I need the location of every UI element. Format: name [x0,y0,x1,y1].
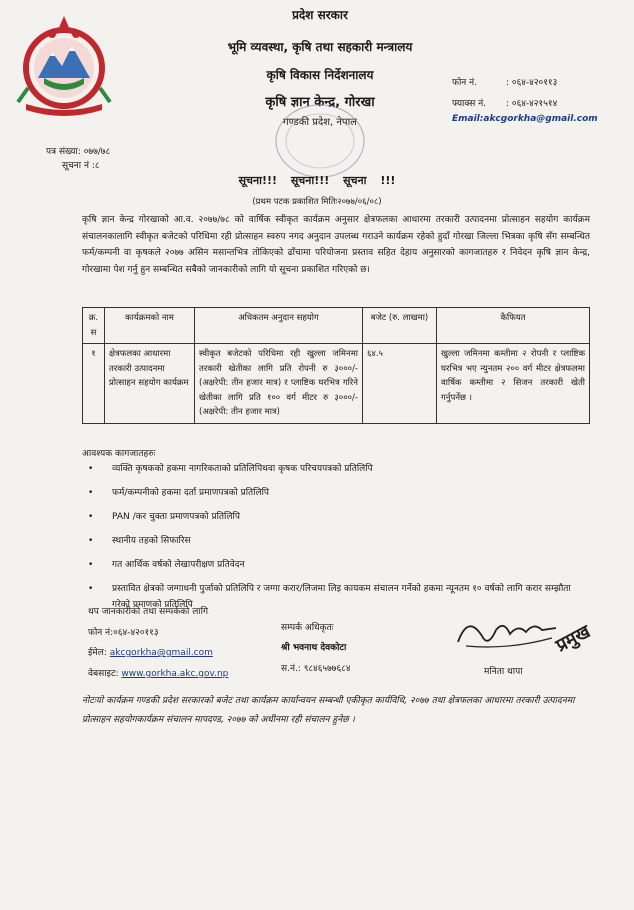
fax-value: : ०६४-४२१५१४ [506,99,558,109]
fax-label: फ्याक्स नं. [452,99,487,109]
bullet-icon: • [88,536,94,546]
bullet-icon: • [88,584,94,594]
notice-body: कृषि ज्ञान केन्द्र गोरखाको आ.व. २०७७/७८ को वार्षिक स्वीकृत कार्यक्रम अनुसार क्षेत्रफलका आधारमा तरकारी उत्पादनमा प्रोत्साहन सहयोग कार्यक्रम संचालनकालागि स्वीकृत बजेटको परिधिमा रही प्रोत्साहन स्वरुप नगद अनुदान उपलब्ध गराउने कार्यक्रम रहेको हुदाँ गोरखा जिल्ला भित्रका कृषि सँग सम्बन्धित फर्म/कम्पनी वा कृषकले २०७७ असिन मसान्तभित्र तोकिएको ढाँचामा परियोजना प्रस्ताव सहित देहाय अनुसारको कागजातहरु र निवेदन कृषि ज्ञान केन्द्र, गोरखामा पेश गर्नु हुन सम्बन्धित सबैको जानकारीको लागि यो सूचना प्रकाशित गरिएको छ। [82,215,590,275]
header-budget: बजेट (रु. लाखमा) [363,308,437,344]
first-published-date: (प्रथम पटक प्रकाशित मितिः२०७७/०६/०८) [252,197,382,207]
signatory-name: मनिता थापा [484,667,523,677]
doc-text: प्रस्तावित क्षेत्रको जग्गाधनी पुर्जाको प्रतिलिपि र जग्गा करार/लिजमा लिइ कायकम संचालन गर्नेको हकमा न्यूनतम १० वर्षको लागि करार सम्झौता गरेको प्रमाणको प्रतिलिपि [112,584,571,610]
list-item [86,534,586,550]
required-docs-list [86,462,586,622]
more-info-heading: थप जानकारीको तथा सम्पर्कको लागि [88,607,209,617]
website-label: वेबसाइट: [88,669,122,679]
bullet-icon: • [88,464,94,474]
cell-program: क्षेत्रफलका आधारमा तरकारी उत्पादनमा प्रोत्साहन सहयोग कार्यक्रम [105,344,195,424]
office-stamp-icon [272,100,368,182]
list-item [86,462,586,478]
bullet-icon: • [88,488,94,498]
header-program: कार्यक्रमको नाम [105,308,195,344]
signature-icon [448,606,594,668]
footer-note: नोटःयो कार्यक्रम गण्डकी प्रदेश सरकारको बजेट तथा कार्यक्रम कार्यान्वयन सम्बन्धी एकीकृत कार्यविधि, २०७७ तथा क्षेत्रफलका आधारमा तरकारी उत्पादनमा प्रोत्साहन सहयोगकार्यक्रम संचालन मापदण्ड, २०७७ को अधीनमा रही संचालन हुनेछ । [82,696,575,725]
cell-max-grant: स्वीकृत बजेटको परिधिमा रही खुल्ला जमिनमा तरकारी खेतीका लागि प्रति रोपनी रु ३०००/-(अक्षरेपी: तीन हजार मात्र) र प्लाष्टिक घरभित्र गरिने खेतीका लागि प्रति १०० वर्ग मीटर रु ३०००/-(अक्षरेपी: तीन हजार मात्र) [195,344,363,424]
contact-phone [452,75,557,88]
table-row [83,344,590,424]
more-info-website [88,666,228,679]
website-link[interactable]: www.gorkha.akc.gov.np [121,669,229,679]
contact-officer-label: सम्पर्क अधिकृतः [281,623,334,633]
signature-stamp-text: प्रमुख [552,621,594,657]
doc-text: गत आर्थिक वर्षको लेखापरीक्षण प्रतिवेदन [112,560,245,570]
contact-officer-mobile: स.नं.: ९८४६५७७६८४ [281,664,351,674]
header-address: गण्डकी प्रदेश, नेपाल [283,117,357,128]
nepal-emblem-icon [14,12,114,120]
doc-text: फर्म/कम्पनीको हकमा दर्ता प्रमाणपत्रको प्रतिलिपि [112,488,270,498]
doc-text: व्यक्ति कृषकको हकमा नागरिकताको प्रतिलिपिथवा कृषक परिचयपत्रको प्रतिलिपि [112,464,373,474]
notice-title: सूचना!!! सूचना!!! सूचना !!! [238,174,396,187]
email-link[interactable]: akcgorkha@gmail.com [109,648,213,658]
contact-fax [452,96,557,109]
header-ministry: भूमि व्यवस्था, कृषि तथा सहकारी मन्त्रालय [227,40,413,54]
phone-label: फोन नं. [452,78,477,88]
header-max-grant: अधिकतम अनुदान सहयोग [195,308,363,344]
doc-text: स्थानीय तहको सिफारिस [112,536,191,546]
header-directorate: कृषि विकास निर्देशनालय [266,68,374,82]
header-office: कृषि ज्ञान केन्द्र, गोरखा [265,95,375,110]
bullet-icon: • [88,512,94,522]
more-info-email [88,645,213,658]
table-header-row [83,308,590,344]
more-info-phone: फोन नं:०६४-४२०११३ [88,628,159,638]
letter-number: पत्र संख्या: ०७७/७८ [46,147,111,157]
required-docs-heading: आवश्यक कागजातहरुः [82,449,156,459]
header-serial: क्र. स [83,308,105,344]
notice-number: सूचना नं :८ [62,161,100,171]
cell-budget: ६४.५ [363,344,437,424]
header-remarks: कैफियत [437,308,590,344]
cell-serial: १ [83,344,105,424]
header-province: प्रदेश सरकार [292,8,348,22]
email-label: ईमेल: [88,648,110,658]
list-item [86,558,586,574]
list-item [86,486,586,502]
bullet-icon: • [88,560,94,570]
list-item [86,510,586,526]
program-table [82,307,590,424]
contact-email[interactable]: Email:akcgorkha@gmail.com [452,114,598,124]
doc-text: PAN /कर चुक्ता प्रमाणपत्रको प्रतिलिपि [112,512,240,522]
contact-officer-name: श्री भवनाथ देवकोटा [281,643,347,653]
cell-remarks: खुल्ला जमिनमा कम्तीमा २ रोपनी र प्लाष्टिक घरभित्र भए न्युनतम २०० वर्ग मीटर क्षेत्रफलमा वार्षिक कम्तीमा २ सिजन तरकारी खेती गर्नुपर्नेछ । [437,344,590,424]
phone-value: : ०६४-४२०११३ [506,78,558,88]
